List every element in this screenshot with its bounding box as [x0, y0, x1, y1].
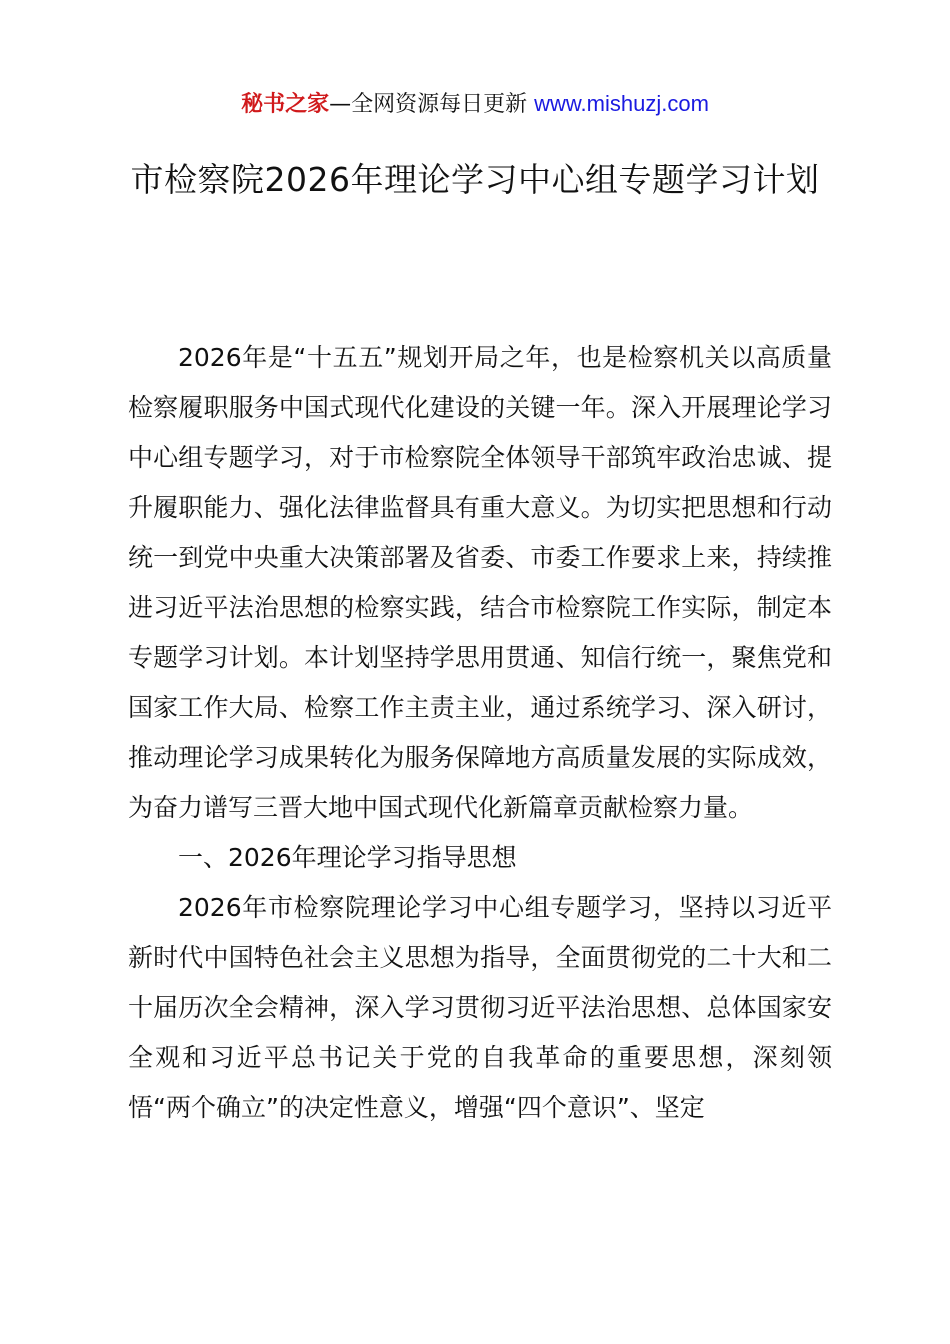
document-title: 市检察院2026年理论学习中心组专题学习计划	[130, 160, 820, 199]
header-tagline: —全网资源每日更新	[329, 92, 535, 117]
site-header	[0, 88, 950, 121]
section-paragraph: 2026年市检察院理论学习中心组专题学习，坚持以习近平新时代中国特色社会主义思想为指导，全面贯彻党的二十大和二十届历次全会精神，深入学习贯彻习近平法治思想、总体国家安全观和习近平总书记关于党的自我革命的重要思想，深刻领悟“两个确立”的决定性意义，增强“四个意识”、坚定	[128, 893, 832, 1122]
intro-paragraph: 2026年是“十五五”规划开局之年，也是检察机关以高质量检察履职服务中国式现代化建设的关键一年。深入开展理论学习中心组专题学习，对于市检察院全体领导干部筑牢政治忠诚、提升履职能力、强化法律监督具有重大意义。为切实把思想和行动统一到党中央重大决策部署及省委、市委工作要求上来，持续推进习近平法治思想的检察实践，结合市检察院工作实际，制定本专题学习计划。本计划坚持学思用贯通、知信行统一，聚焦党和国家工作大局、检察工作主责主业，通过系统学习、深入研讨，推动理论学习成果转化为服务保障地方高质量发展的实际成效，为奋力谱写三晋大地中国式现代化新篇章贡献检察力量。	[128, 343, 832, 822]
document-body	[128, 333, 832, 1133]
site-url-link[interactable]: www.mishuzj.com	[534, 91, 709, 116]
brand-name: 秘书之家	[241, 92, 330, 117]
section-heading: 一、2026年理论学习指导思想	[178, 843, 517, 872]
